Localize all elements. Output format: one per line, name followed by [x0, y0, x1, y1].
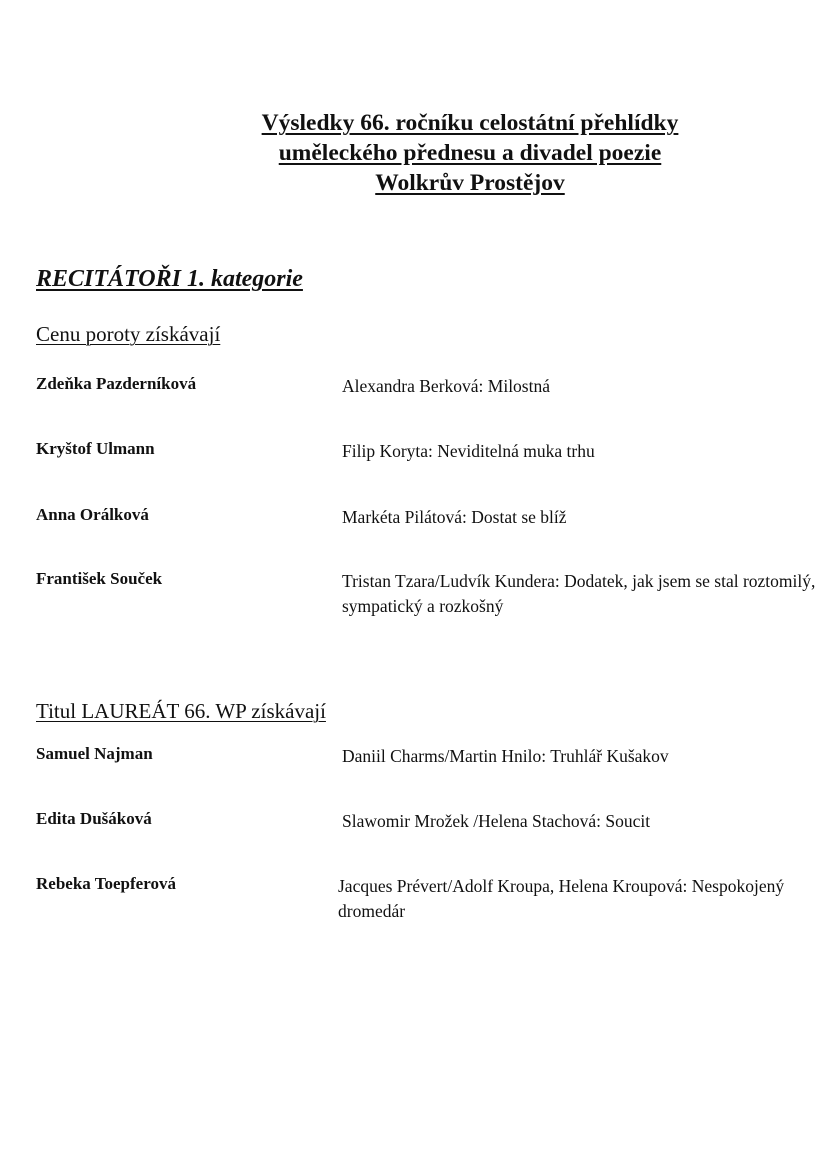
performed-work: Filip Koryta: Neviditelná muka trhu	[342, 441, 595, 461]
title-line-1: Výsledky 66. ročníku celostátní přehlídky	[261, 110, 679, 136]
reciter-name: Anna Orálková	[36, 505, 149, 524]
reciter-name: Zdeňka Pazderníková	[36, 374, 197, 393]
document-title	[150, 108, 790, 198]
title-line-3: Wolkrův Prostějov	[375, 170, 565, 196]
category-heading: RECITÁTOŘI 1. kategorie	[36, 266, 303, 292]
performed-work: Markéta Pilátová: Dostat se blíž	[342, 507, 567, 527]
reciter-name: Rebeka Toepferová	[36, 874, 176, 893]
performed-work: Slawomir Mrožek /Helena Stachová: Soucit	[342, 811, 651, 831]
performed-work: Alexandra Berková: Milostná	[342, 376, 551, 396]
performed-work: Jacques Prévert/Adolf Kroupa, Helena Kroupová: Nespokojený dromedár	[338, 876, 785, 921]
performed-work: Daniil Charms/Martin Hnilo: Truhlář Kušakov	[342, 746, 669, 766]
reciter-name: Kryštof Ulmann	[36, 439, 155, 458]
reciter-name: Edita Dušáková	[36, 809, 152, 828]
reciter-name: Samuel Najman	[36, 744, 153, 763]
section-heading-jury-award: Cenu poroty získávají	[36, 322, 221, 346]
reciter-name: František Souček	[36, 569, 163, 588]
section-heading-laureate: Titul LAUREÁT 66. WP získávají	[36, 699, 326, 723]
performed-work: Tristan Tzara/Ludvík Kundera: Dodatek, jak jsem se stal roztomilý, sympatický a rozkošný	[342, 571, 816, 616]
title-line-2: uměleckého přednesu a divadel poezie	[278, 140, 662, 166]
